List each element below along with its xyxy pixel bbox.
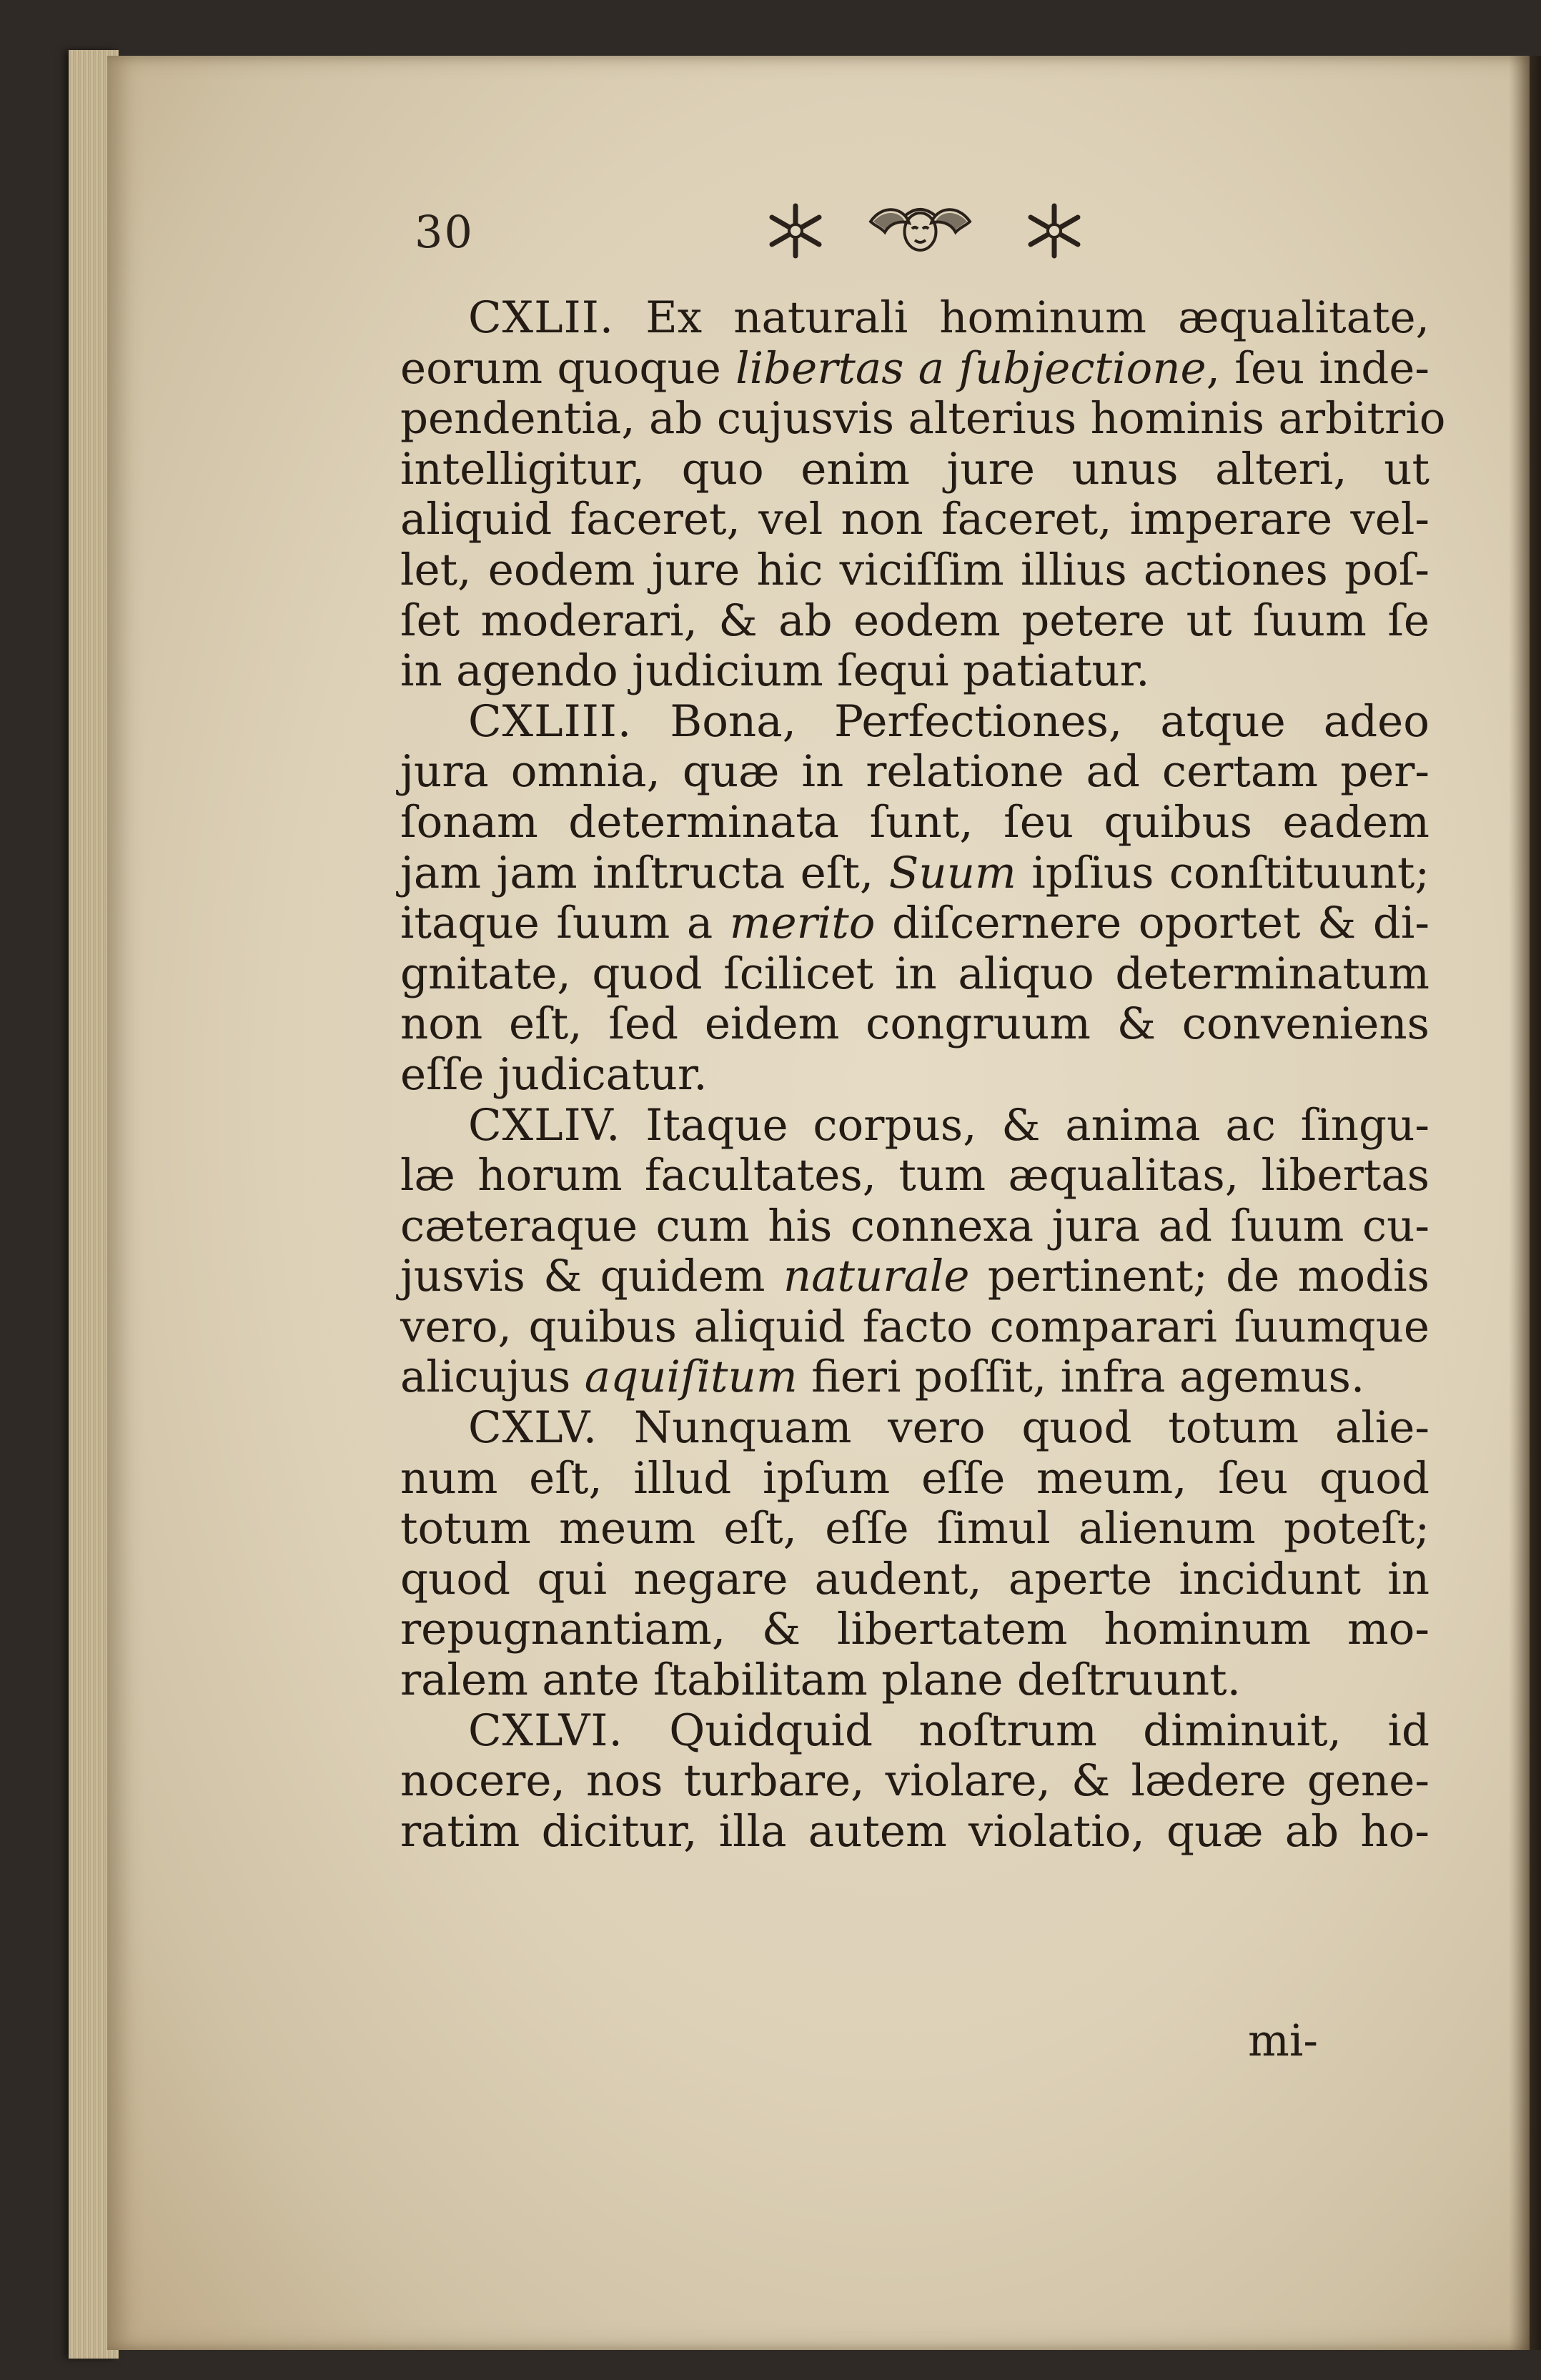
text-line xyxy=(400,1201,1429,1252)
text-run: gnitate, quod ſcilicet in aliquo determinatum xyxy=(400,948,1429,999)
text-line xyxy=(400,1050,1429,1101)
text-run: jusvis & quidem xyxy=(400,1251,783,1302)
text-line xyxy=(400,1352,1429,1403)
italic-term: aquiſitum xyxy=(584,1352,798,1403)
italic-term: merito xyxy=(729,898,876,949)
text-line xyxy=(400,1302,1429,1353)
text-run: Bona, Perfectiones, atque adeo xyxy=(670,695,1429,747)
paragraph xyxy=(400,1101,1429,1404)
text-line xyxy=(400,1655,1429,1706)
catchword: mi- xyxy=(1248,2015,1318,2066)
text-line xyxy=(400,1706,1429,1757)
paragraph xyxy=(400,697,1429,1101)
text-line xyxy=(400,999,1429,1050)
text-line xyxy=(400,545,1429,596)
text-line xyxy=(400,798,1429,848)
text-line xyxy=(400,1605,1429,1655)
italic-term: Suum xyxy=(888,847,1016,898)
section-number: CXLVI. xyxy=(468,1705,623,1756)
page-header xyxy=(415,200,1129,264)
asterisk-ornament-right-icon xyxy=(1022,200,1086,262)
text-run: ratim dicitur, illa autem violatio, quæ ab ho- xyxy=(400,1805,1429,1857)
page-number: 30 xyxy=(415,206,474,258)
text-line xyxy=(400,596,1429,647)
text-run: eorum quoque xyxy=(400,342,736,394)
text-run: num eſt, illud ipſum eſſe meum, ſeu quod xyxy=(400,1452,1429,1504)
text-line xyxy=(400,1504,1429,1555)
text-run: Itaque corpus, & anima ac ſingu- xyxy=(645,1099,1429,1151)
text-line xyxy=(400,344,1429,395)
text-line xyxy=(400,747,1429,798)
text-run: nocere, nos turbare, violare, & lædere gene- xyxy=(400,1755,1429,1807)
text-run: pendentia, ab cujusvis alterius hominis arbitrio xyxy=(400,393,1446,445)
text-run: aliquid faceret, vel non faceret, imperare vel- xyxy=(400,494,1429,545)
italic-term: naturale xyxy=(783,1251,970,1302)
text-line xyxy=(400,1555,1429,1605)
asterisk-ornament-left-icon xyxy=(763,200,828,262)
text-line xyxy=(400,1454,1429,1504)
text-run: fieri poſſit, infra agemus. xyxy=(797,1352,1365,1403)
text-run: non eſt, ſed eidem congruum & conveniens xyxy=(400,998,1429,1050)
text-line xyxy=(400,293,1429,344)
text-line xyxy=(400,898,1429,949)
paragraph xyxy=(400,292,1446,697)
text-line xyxy=(400,495,1429,545)
text-line xyxy=(400,1756,1429,1807)
text-line xyxy=(400,1251,1429,1302)
text-line xyxy=(400,1403,1429,1454)
text-line xyxy=(400,393,1446,445)
gutter-shadow xyxy=(1509,56,1541,2350)
text-run: let, eodem jure hic viciſſim illius actiones poſ- xyxy=(400,544,1429,595)
paragraph xyxy=(400,1403,1429,1706)
text-run: ipſius conſtituunt; xyxy=(1016,847,1429,898)
text-run: jam jam inſtructa eſt, xyxy=(400,847,889,898)
text-run: totum meum eſt, eſſe ſimul alienum poteſt; xyxy=(400,1503,1429,1555)
text-line xyxy=(400,1101,1429,1151)
text-run: repugnantiam, & libertatem hominum mo- xyxy=(400,1604,1429,1655)
body-text xyxy=(400,292,1446,1857)
text-run: intelligitur, quo enim jure unus alteri, ut xyxy=(400,443,1429,495)
paragraph xyxy=(400,1706,1429,1858)
text-run: diſcernere oportet & di- xyxy=(875,898,1429,949)
text-run: jura omnia, quæ in relatione ad certam per- xyxy=(400,746,1429,798)
text-line xyxy=(400,848,1429,899)
text-line xyxy=(400,445,1429,495)
text-run: , ſeu inde- xyxy=(1206,342,1429,394)
text-run: pertinent; de modis xyxy=(969,1251,1429,1302)
text-run: eſſe judicatur. xyxy=(400,1048,708,1100)
text-run: ralem ante ſtabilitam plane deſtruunt. xyxy=(400,1655,1242,1706)
section-number: CXLV. xyxy=(468,1402,598,1454)
text-run: Ex naturali hominum æqualitate, xyxy=(645,292,1430,343)
text-run: quod qui negare audent, aperte incidunt in xyxy=(400,1553,1429,1605)
text-run: ſet moderari, & ab eodem petere ut ſuum ſe xyxy=(400,595,1429,646)
text-line xyxy=(400,697,1429,748)
text-run: itaque ſuum a xyxy=(400,898,730,949)
text-line xyxy=(400,949,1429,1000)
text-run: vero, quibus aliquid facto comparari ſuumque xyxy=(400,1301,1429,1352)
text-line xyxy=(400,1151,1429,1201)
text-run: cæteraque cum his connexa jura ad ſuum cu- xyxy=(400,1200,1429,1251)
section-number: CXLIV. xyxy=(468,1099,621,1151)
text-run: læ horum facultates, tum æqualitas, libertas xyxy=(400,1150,1429,1201)
text-run: Quidquid noſtrum diminuit, id xyxy=(669,1705,1429,1756)
section-number: CXLIII. xyxy=(468,695,633,747)
section-number: CXLII. xyxy=(468,292,615,343)
text-run: ſonam determinata ſunt, ſeu quibus eadem xyxy=(400,796,1429,848)
text-line xyxy=(400,1807,1429,1858)
text-line xyxy=(400,646,1429,697)
cherub-head-ornament-icon xyxy=(865,200,976,259)
italic-term: libertas a ſubjectione xyxy=(735,342,1206,394)
text-run: Nunquam vero quod totum alie- xyxy=(633,1402,1429,1454)
text-run: alicujus xyxy=(400,1352,585,1403)
text-run: in agendo judicium ſequi patiatur. xyxy=(400,645,1150,697)
